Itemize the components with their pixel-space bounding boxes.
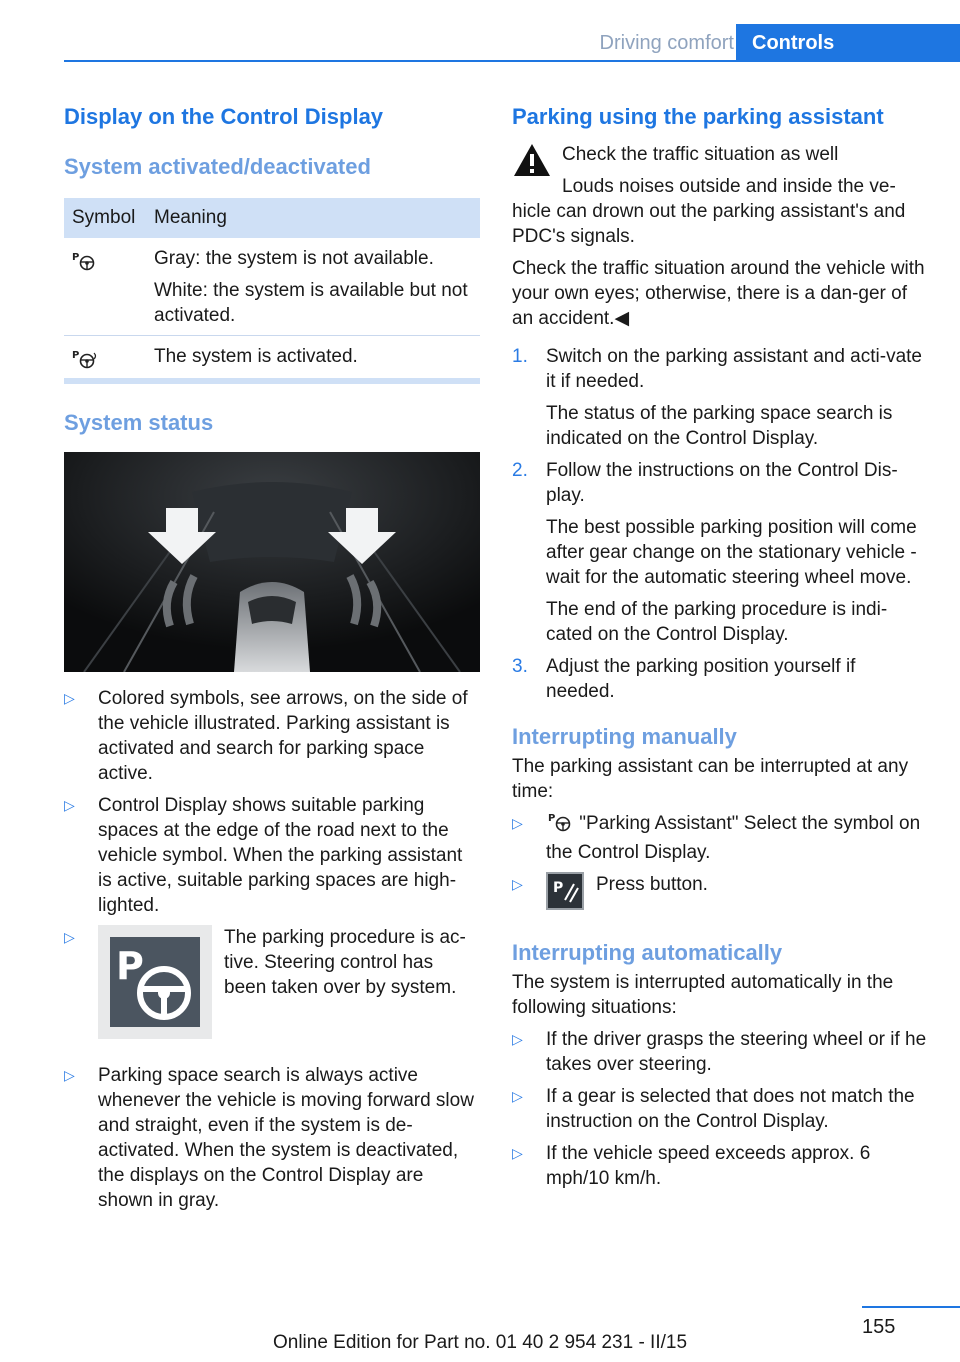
parking-assistant-active-icon — [70, 348, 98, 375]
triangle-bullet-icon: ▷ — [512, 876, 523, 892]
warning-block — [512, 142, 928, 331]
section-heading: Parking using the parking assistant — [512, 104, 884, 129]
step-number: 1. — [512, 346, 528, 367]
list-item: ▷ If the vehicle speed exceeds approx. 6 mph/10 km/h. — [512, 1143, 871, 1189]
svg-text:P: P — [116, 944, 144, 988]
step-number: 2. — [512, 460, 528, 481]
triangle-bullet-icon: ▷ — [512, 1031, 523, 1047]
list-item: ▷ Control Display shows suitable parking spaces at the edge of the road next to the vehicle symbol. When the parking assistant is active, suitable parking spaces are high-lighted. — [64, 795, 463, 916]
table-row — [64, 238, 480, 336]
manual-list — [512, 811, 928, 914]
svg-text:P: P — [72, 350, 80, 361]
header-rule — [64, 60, 960, 62]
paragraph: The parking assistant can be interrupted at any time: — [512, 756, 909, 802]
list-item: ▷ If a gear is selected that does not match the instruction on the Control Display. — [512, 1086, 915, 1132]
triangle-bullet-icon: ▷ — [512, 1145, 523, 1161]
warning-text: Check the traffic situation around the vehicle with your own eyes; otherwise, there is a dan-ger of an accident.◀ — [512, 258, 925, 329]
subsection-heading: System activated/deactivated — [64, 154, 371, 179]
triangle-bullet-icon: ▷ — [64, 690, 75, 706]
list-item — [64, 925, 480, 1063]
parking-procedure-icon — [98, 925, 212, 1039]
column-header-meaning: Meaning — [154, 207, 227, 228]
section-title: Driving comfort — [599, 32, 734, 54]
column-header-symbol: Symbol — [72, 207, 136, 228]
triangle-bullet-icon: ▷ — [64, 1067, 75, 1083]
steps-list — [512, 344, 928, 704]
warning-text: Louds noises outside and inside the ve- — [562, 176, 896, 197]
meaning-line: Gray: the system is not available. — [154, 248, 434, 269]
table-bottom-rule — [64, 378, 480, 384]
svg-text:P: P — [553, 880, 564, 896]
chapter-tab: Controls — [736, 24, 960, 62]
svg-text:P: P — [72, 252, 80, 263]
step-number: 3. — [512, 656, 528, 677]
parking-assistant-icon — [70, 250, 98, 277]
triangle-bullet-icon: ▷ — [512, 815, 523, 831]
auto-list — [512, 1027, 928, 1191]
step-item: 2. Follow the instructions on the Control Dis-play. The best possible parking position will come after gear change on the stationary vehicle - wait for the automatic steering wheel move. The end of the parking procedure is indi-cated on the Control Display. — [512, 460, 917, 645]
footer-rule — [862, 1306, 960, 1308]
list-item: ▷ Colored symbols, see arrows, on the side of the vehicle illustrated. Parking assistant is activated and search for parking space active. — [64, 688, 468, 784]
edition-footer: Online Edition for Part no. 01 40 2 954 231 - II/15 — [272, 1332, 688, 1353]
section-heading: Display on the Control Display — [64, 104, 384, 129]
page-header — [0, 24, 960, 62]
warning-triangle-icon — [512, 142, 552, 178]
list-item: ▷ If the driver grasps the steering wheel or if he takes over steering. — [512, 1029, 927, 1075]
table-row — [64, 336, 480, 378]
parking-assistant-icon — [546, 811, 574, 840]
subsection-heading: Interrupting automatically — [512, 940, 783, 965]
meaning-cell — [154, 238, 480, 336]
subsection-heading: Interrupting manually — [512, 724, 737, 749]
page-number: 155 — [862, 1316, 896, 1338]
subsection-heading: System status — [64, 410, 214, 435]
list-item: ▷ Parking space search is always active whenever the vehicle is moving forward slow and straight, even if the system is de-activated. When the system is deactivated, the displays on the Control Display are shown in gray. — [64, 1065, 474, 1211]
list-item: ▷ P "Parking Assistant" Select the symbol on the Control Display. — [512, 813, 921, 863]
paragraph: The system is interrupted automatically in the following situations: — [512, 972, 894, 1018]
list-item: ▷ P Press button. — [512, 872, 928, 914]
right-column — [512, 100, 928, 1191]
meaning-line: White: the system is available but not activated. — [154, 280, 468, 326]
status-bullet-list — [64, 686, 480, 1213]
triangle-bullet-icon: ▷ — [64, 929, 75, 945]
parking-button-icon — [546, 872, 584, 910]
system-status-photo — [64, 452, 480, 672]
left-column — [64, 100, 480, 1213]
step-item: 1. Switch on the parking assistant and acti-vate it if needed. The status of the parking space search is indicated on the Control Display. — [512, 346, 922, 449]
list-item-text: The parking procedure is ac-tive. Steering control has been taken over by system. — [224, 927, 466, 998]
warning-text: hicle can drown out the parking assistant's and PDC's signals. — [512, 201, 906, 247]
symbol-table — [64, 198, 480, 384]
step-item: 3. Adjust the parking position yourself if needed. — [512, 656, 856, 702]
warning-title: Check the traffic situation as well — [562, 144, 839, 165]
triangle-bullet-icon: ▷ — [64, 797, 75, 813]
svg-text:P: P — [548, 813, 556, 824]
table-header — [64, 198, 480, 238]
meaning-cell: The system is activated. — [154, 346, 358, 367]
triangle-bullet-icon: ▷ — [512, 1088, 523, 1104]
